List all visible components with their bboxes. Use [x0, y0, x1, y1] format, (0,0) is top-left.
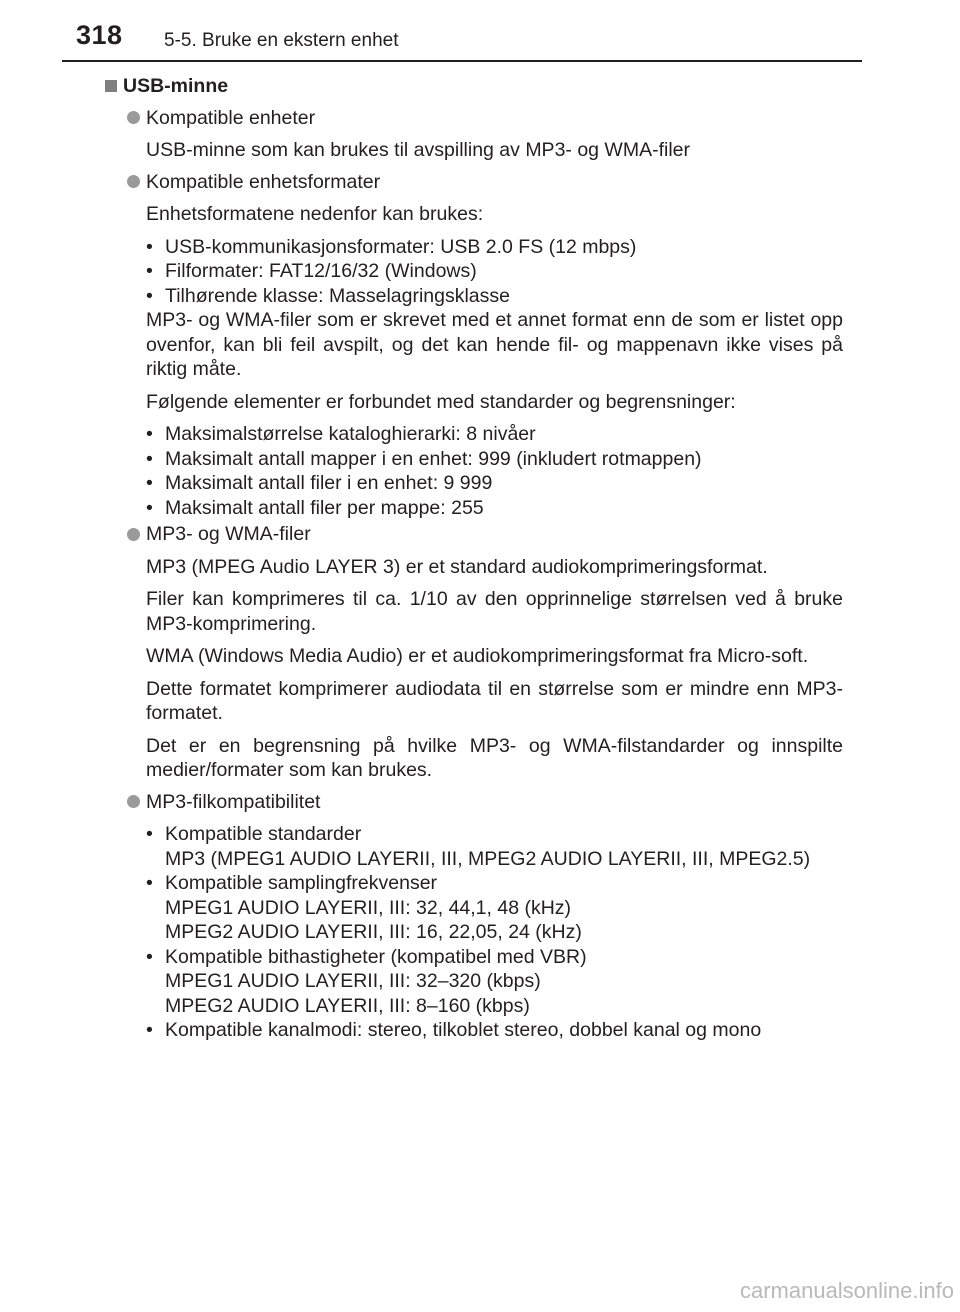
page-content	[105, 70, 843, 1043]
list-item: • Maksimalt antall mapper i en enhet: 999 (inkludert rotmappen)	[146, 447, 702, 470]
square-bullet-icon	[105, 80, 117, 92]
circle-bullet-icon	[127, 175, 140, 188]
page-header	[0, 0, 960, 62]
page-number: 318	[76, 20, 123, 50]
list-item: • Filformater: FAT12/16/32 (Windows)	[146, 260, 477, 282]
files-paragraph: Dette formatet komprimerer audiodata til en størrelse som er mindre enn MP3-formatet.	[146, 677, 843, 724]
files-paragraph: WMA (Windows Media Audio) er et audiokomprimeringsformat fra Micro-soft.	[146, 645, 809, 667]
compat-list	[146, 822, 843, 1043]
list-item: • Maksimalt antall filer i en enhet: 9 999	[146, 472, 493, 494]
list-item: • Maksimalstørrelse kataloghierarki: 8 nivåer	[146, 423, 536, 445]
formats-note: MP3- og WMA-filer som er skrevet med et annet format enn de som er listet opp ovenfor, kan bli feil avspilt, og det kan hende fil- og mappenavn ikke vises på riktig måte.	[146, 309, 843, 380]
limits-list	[146, 422, 843, 520]
list-item: • Kompatible standarder MP3 (MPEG1 AUDIO LAYERII, III, MPEG2 AUDIO LAYERII, III, MPEG2.5)	[146, 823, 811, 870]
subheading-files-text: MP3- og WMA-filer	[146, 523, 311, 545]
list-item: • Tilhørende klasse: Masselagringsklasse	[146, 284, 511, 307]
formats-intro: Enhetsformatene nedenfor kan brukes:	[146, 203, 484, 225]
circle-bullet-icon	[127, 795, 140, 808]
subheading-devices	[105, 106, 843, 131]
list-item: • Kompatible samplingfrekvenser MPEG1 AUDIO LAYERII, III: 32, 44,1, 48 (kHz) MPEG2 AUDIO LAYERII, III: 16, 22,05, 24 (kHz)	[146, 872, 582, 943]
header-rule	[62, 60, 862, 62]
section-heading-text: USB-minne	[123, 75, 229, 97]
watermark-logo: carmanualsonline.info	[739, 1278, 954, 1303]
subheading-files	[105, 522, 843, 547]
list-item: • Kompatible bithastigheter (kompatibel med VBR) MPEG1 AUDIO LAYERII, III: 32–320 (kbps) MPEG2 AUDIO LAYERII, III: 8–160 (kbps)	[146, 945, 587, 1017]
subheading-devices-text: Kompatible enheter	[146, 106, 316, 129]
files-paragraph: MP3 (MPEG Audio LAYER 3) er et standard audiokomprimeringsformat.	[146, 555, 768, 578]
list-item: • Maksimalt antall filer per mappe: 255	[146, 496, 484, 519]
list-item: • USB-kommunikasjonsformater: USB 2.0 FS (12 mbps)	[146, 235, 637, 258]
subheading-formats	[105, 170, 843, 195]
formats-list	[146, 235, 843, 309]
circle-bullet-icon	[127, 528, 140, 541]
files-paragraph: Filer kan komprimeres til ca. 1/10 av den opprinnelige størrelsen ved å bruke MP3-komprimering.	[146, 588, 843, 635]
list-item: • Kompatible kanalmodi: stereo, tilkoblet stereo, dobbel kanal og mono	[146, 1019, 762, 1041]
subheading-compat-text: MP3-filkompatibilitet	[146, 790, 321, 813]
subheading-compat	[105, 790, 843, 815]
circle-bullet-icon	[127, 111, 140, 124]
subheading-formats-text: Kompatible enhetsformater	[146, 170, 381, 193]
limits-intro: Følgende elementer er forbundet med standarder og begrensninger:	[146, 390, 736, 413]
devices-text: USB-minne som kan brukes til avspilling av MP3- og WMA-filer	[146, 139, 691, 161]
section-heading	[105, 74, 843, 99]
chapter-title: 5-5. Bruke en ekstern enhet	[164, 30, 399, 51]
files-paragraph: Det er en begrensning på hvilke MP3- og WMA-filstandarder og innspilte medier/formater som kan brukes.	[146, 734, 843, 781]
